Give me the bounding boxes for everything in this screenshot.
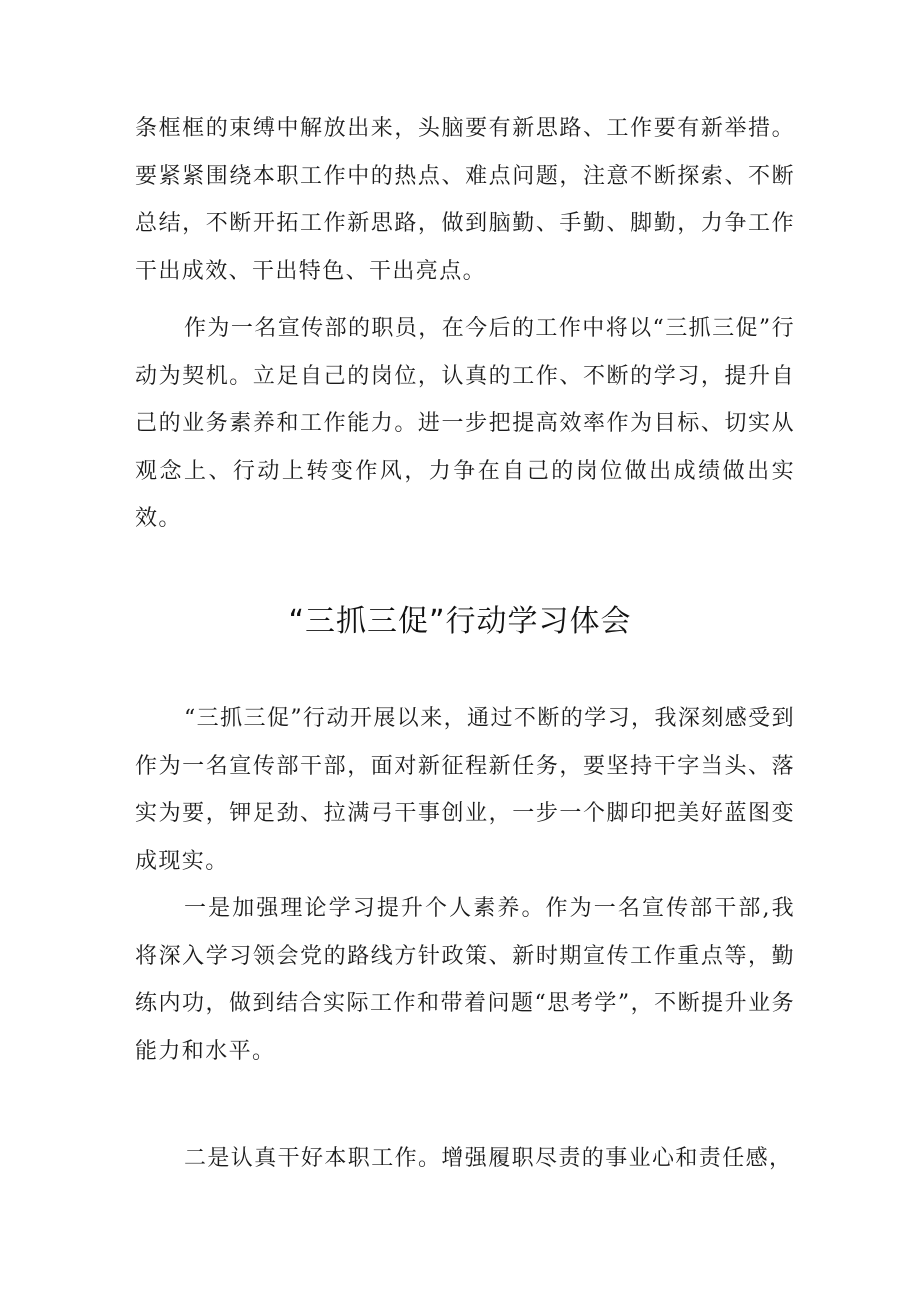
- section-title: “三抓三促”行动学习体会: [288, 604, 632, 639]
- paragraph-point-two: 二是认真干好本职工作。增强履职尽责的事业心和责任感，: [184, 1146, 793, 1171]
- paragraph-continuation: 条框框的束缚中解放出来，头脑要有新思路、工作要有新举措。要紧紧围绕本职工作中的热点、难点问题，注意不断探索、不断总结，不断开拓工作新思路，做到脑勤、手勤、脚勤，力争工作干出成效、干出特色、干出亮点。: [135, 116, 795, 284]
- paragraph-reflection: 作为一名宣传部的职员，在今后的工作中将以“三抓三促”行动为契机。立足自己的岗位，认真的工作、不断的学习，提升自己的业务素养和工作能力。进一步把提高效率作为目标、切实从观念上、行动上转变作风，力争在自己的岗位做出成绩做出实效。: [135, 316, 795, 531]
- paragraph-intro: “三抓三促”行动开展以来，通过不断的学习，我深刻感受到作为一名宣传部干部，面对新征程新任务，要坚持干字当头、落实为要，钾足劲、拉满弓干事创业，一步一个脚印把美好蓝图变成现实。: [135, 706, 795, 874]
- paragraph-point-one: 一是加强理论学习提升个人素养。作为一名宣传部干部,我将深入学习领会党的路线方针政策、新时期宣传工作重点等，勤练内功，做到结合实际工作和带着问题“思考学”，不断提升业务能力和水平。: [135, 896, 795, 1064]
